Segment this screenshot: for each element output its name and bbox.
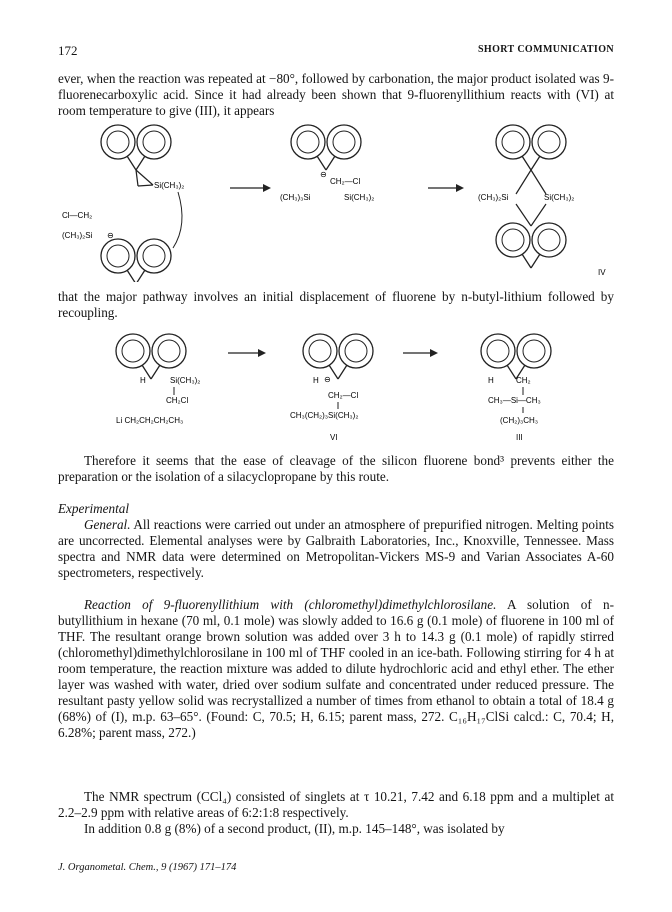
label-li-bu: Li CH₂CH₂CH₂CH₃	[116, 416, 184, 425]
general-text: All reactions were carried out under an atmosphere of prepurified nitrogen. Melting points are uncorrected. Elemental analyses were by Galbraith Laboratories, Inc., Knoxville, Tennessee. Mass spectra and NMR data were determined on Metropolitan-Vickers MS-9 and Varian Associates A-60 spectrometers, respectively.	[58, 517, 614, 580]
page-header	[58, 43, 614, 59]
fluorene-ring-2c	[481, 334, 551, 379]
paragraph-reaction	[58, 597, 614, 741]
label-ch2cl-2b: CH₂—Cl	[328, 391, 359, 400]
label-ch2cl-b: CH₂—Cl	[330, 177, 361, 186]
general-label: General.	[84, 517, 131, 532]
label-sime2-c: Si(CH₃)₂	[544, 193, 575, 202]
running-title: SHORT COMMUNICATION	[477, 44, 614, 55]
fluorene-ring-a1	[101, 125, 171, 170]
journal-footer: J. Organometal. Chem., 9 (1967) 171–174	[58, 862, 237, 873]
fluorene-ring-a2	[101, 239, 171, 282]
label-h-2a: H	[140, 376, 146, 385]
fluorene-ring-b	[291, 125, 361, 170]
paragraph-1: ever, when the reaction was repeated at −80°, followed by carbonation, the major product isolated was 9-fluorenecarboxylic acid. Since it had already been shown that 9-fluorenyllithium reacts with (VI) at room temperature to give (III), it appears	[58, 71, 614, 118]
label-me3si-b: (CH₃)₃Si	[280, 193, 311, 202]
label-ch3sich3: CH₃—Si—CH₃	[488, 396, 541, 405]
fluorene-ring-c1	[496, 125, 566, 170]
label-sime2-b: Si(CH₃)₂	[344, 193, 375, 202]
label-bu-sime2: CH₃(CH₂)₃Si(CH₃)₂	[290, 411, 359, 420]
compound-label-iii: III	[516, 433, 523, 442]
compound-label-vi: VI	[330, 433, 338, 442]
reaction-label: Reaction of 9-fluorenyllithium with (chloromethyl)dimethylchlorosilane.	[84, 597, 497, 612]
label-me2si-c: (CH₃)₂Si	[478, 193, 509, 202]
fluorene-ring-c2	[496, 223, 566, 268]
paragraph-nmr: The NMR spectrum (CCl₄) consisted of singlets at τ 10.21, 7.42 and 6.18 ppm and a multiplet at 2.2–2.9 ppm with relative areas of 6:2:1:8 respectively.	[58, 789, 614, 820]
label-ch2-2c: CH₂	[516, 376, 531, 385]
label-ch2cl-2a: CH₂Cl	[166, 396, 189, 405]
page-number: 172	[58, 43, 78, 58]
compound-label-iv: IV	[598, 268, 606, 277]
paragraph-3: Therefore it seems that the ease of cleavage of the silicon fluorene bond³ prevents either the preparation or the isolation of a silacyclopropane by this route.	[58, 453, 614, 484]
paragraph-general	[58, 517, 614, 581]
reaction-text: A solution of n-butyllithium in hexane (70 ml, 0.1 mole) was slowly added to 16.6 g (0.1 mole) of fluorene in 100 ml of THF. The resultant orange brown solution was added over 3 h to 14.3 g (0.1 mole) of rapidly stirred (chloromethyl)dimethylchlorosilane in 100 ml of THF cooled in an ice-bath. Following stirring for 4 h at room temperature, the reaction mixture was added to dilute hydrochloric acid and ethyl ether. The ether layer was washed with water, dried over sodium sulfate and concentrated under reduced pressure. The resultant pasty yellow solid was recrystallized a number of times from ethanol to obtain a total of 18.4 g (68%) of (I), m.p. 63–65°. (Found: C, 70.5; H, 6.15; parent mass, 272. C₁₆H₁₇ClSi calcd.: C, 70.4; H, 6.28%; parent mass, 272.)	[58, 597, 614, 740]
reaction-scheme-2	[58, 331, 614, 446]
paragraph-2: that the major pathway involves an initial displacement of fluorene by n-butyl-lithium followed by recoupling.	[58, 289, 614, 320]
paragraph-addition: In addition 0.8 g (8%) of a second product, (II), m.p. 145–148°, was isolated by	[84, 821, 505, 836]
fluorene-ring-2a	[116, 334, 186, 379]
label-anion-b: ⊖	[320, 170, 327, 179]
label-sime2-a: Si(CH₃)₂	[154, 181, 185, 190]
label-h-2b: H	[313, 376, 319, 385]
label-bu-2c: (CH₂)₃CH₃	[500, 416, 539, 425]
label-h-2c: H	[488, 376, 494, 385]
experimental-heading: Experimental	[58, 501, 130, 516]
label-anion-2b: ⊖	[324, 375, 331, 384]
label-anion-a: ⊖	[107, 231, 114, 240]
label-sime2-2a: Si(CH₃)₂	[170, 376, 201, 385]
reaction-scheme-1	[58, 120, 614, 282]
label-clch2: Cl—CH₂	[62, 211, 93, 220]
fluorene-ring-2b	[303, 334, 373, 379]
label-me2si: (CH₃)₂Si	[62, 231, 93, 240]
